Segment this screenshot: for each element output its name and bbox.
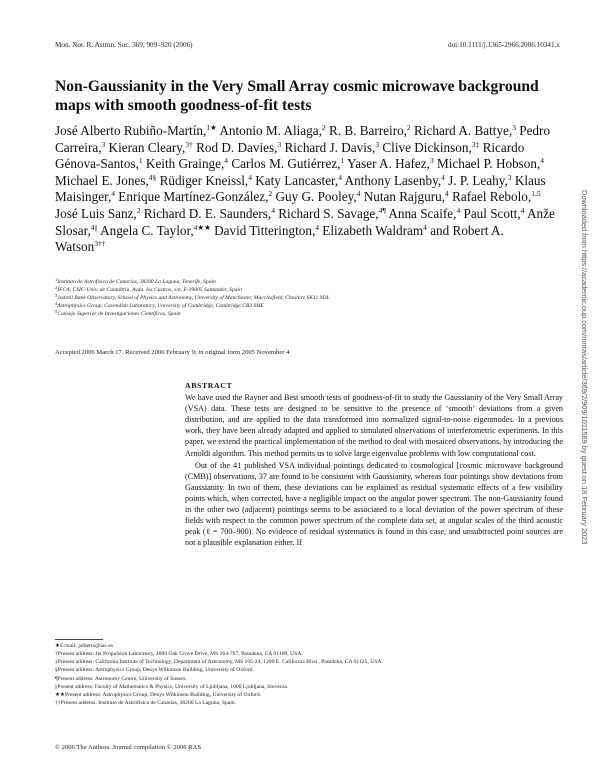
author (388, 206, 460, 221)
author (55, 206, 140, 221)
author-name: Katy Lancaster, (255, 172, 339, 188)
author-name: Richard J. Davis, (284, 139, 376, 155)
author-affiliation-mark: 4 (271, 205, 275, 215)
author (231, 156, 344, 171)
author-affiliation-mark: 4 (520, 205, 525, 215)
author-affiliation-mark: 4 (423, 222, 427, 232)
author-affiliation-mark: 4 (356, 189, 361, 199)
author (329, 123, 411, 138)
author-affiliation-mark: 3‡ (471, 139, 480, 149)
author-name: Paul Scott, (463, 205, 521, 221)
author-affiliation-mark: 4★★ (193, 222, 211, 232)
author-name: David Titterington, (214, 222, 316, 238)
author-affiliation-mark: 3† (185, 139, 193, 149)
author (196, 140, 281, 155)
affiliation-number: 3 (55, 292, 58, 298)
footnote: ★E-mail: jalberto@iac.es (55, 643, 114, 649)
author-affiliation-mark: 4 (456, 205, 461, 215)
affiliation-number: 1 (55, 277, 58, 282)
author-affiliation-mark: 3 (429, 156, 434, 166)
author-name: Anna Scaife, (388, 205, 457, 221)
affiliation-number: 4 (55, 300, 58, 306)
footnote: ★★Present address: Astrophysics Group, Denys Wilkinson Building, University of Oxford. (55, 691, 262, 698)
journal-citation: Mon. Not. R. Astron. Soc. 369, 909–920 (2006) (55, 41, 193, 49)
author-name: Rüdiger Kneissl, (159, 172, 249, 188)
paper-title: Non-Gaussianity in the Very Small Array cosmic microwave background maps with smooth goodness-of-fit tests (55, 78, 539, 114)
author (347, 156, 434, 171)
author (255, 173, 342, 188)
doi[interactable]: doi:10.1111/j.1365-2966.2006.10341.x (447, 41, 560, 49)
author-affiliation-mark: 1 (340, 156, 345, 166)
abstract-heading: ABSTRACT (185, 381, 233, 390)
author (144, 206, 275, 221)
author-affiliation-mark: 4§ (148, 172, 157, 182)
author-affiliation-mark: 3 (512, 123, 516, 132)
footnote-list (55, 642, 575, 707)
author-affiliation-mark: 1★ (206, 123, 217, 132)
author-name: and Robert A. Watson (55, 222, 504, 255)
author-name: Angela C. Taylor, (100, 222, 194, 238)
author-affiliation-mark: 3 (375, 139, 380, 149)
affiliation-number: 5 (55, 308, 58, 314)
author-affiliation-mark: 4 (315, 222, 319, 232)
author-affiliation-mark: 2 (268, 189, 273, 199)
author-affiliation-mark: 3 (101, 139, 106, 149)
abstract-paragraph-2: Out of the 41 published VSA individual pointings dedicated to cosmological [cosmic microwave background (CMB)] observations, 37 are found to be consistent with Gaussianity, whereas four pointings show deviations from Gaussianity. In two of them, these deviations can be explained as residual systematic effects of a few visibility points which, when corrected, have a negligible impact on the angular power spectrum. The non-Gaussianity found in the other two (adjacent) pointings seems to be associated to a local deviation of the power spectrum of these fields with respect to the common power spectrum of the complete data set, at angular scales of the third acoustic peak (ℓ = 700–900). No evidence of residual systematics is found in this case, and unsubtracted point sources are not a plausible explanation either. If (185, 460, 563, 548)
author-affiliation-mark: 4 (441, 172, 445, 182)
author (214, 223, 319, 238)
author-name: Anthony Lasenby, (344, 172, 442, 188)
author (160, 173, 252, 188)
author-name: José Luis Sanz, (55, 205, 137, 221)
author-affiliation-mark: 4 (338, 172, 342, 182)
author-name: Pedro Carreira, (55, 123, 551, 155)
author (219, 123, 325, 138)
author-name: R. B. Barreiro, (328, 123, 407, 138)
author (55, 123, 217, 138)
author (448, 173, 511, 188)
author-affiliation-mark: 4 (224, 156, 229, 166)
author-affiliation-mark: 1 (138, 156, 143, 166)
author-affiliation-mark: 4 (540, 156, 545, 166)
author-name: Keith Grainge, (145, 156, 225, 172)
footnote: §Present address: Astrophysics Group, Denys Wilkinson Building, University of Oxford. (55, 667, 254, 674)
author-name: José Alberto Rubiño-Martín, (55, 123, 207, 138)
author-name: J. P. Leahy, (448, 172, 508, 188)
author (345, 173, 445, 188)
affiliation-text: Consejo Superior de Investigaciones Científicas, Spain (57, 310, 181, 317)
footnote-rule (55, 639, 103, 640)
affiliation (55, 279, 535, 287)
author (414, 123, 516, 138)
affiliation (55, 292, 535, 303)
affiliation-text: Astrophysics Group, Cavendish Laboratory, University of Cambridge, Cambridge CB3 0HE (57, 302, 264, 309)
footnote: †Present address: Jet Propulsion Laboratory, 4800 Oak Grove Drive, MS 264-767, Pasadena, CA 91109, USA. (55, 651, 303, 658)
accepted-dates: Accepted 2006 March 17. Received 2006 February 9; in original form 2005 November 4 (55, 349, 290, 356)
author (452, 189, 540, 204)
author (146, 156, 228, 171)
author-affiliation-mark: 2 (136, 205, 141, 215)
author-name: Enrique Martínez-González, (118, 189, 269, 205)
author-name: Richard S. Savage, (278, 205, 379, 221)
author-affiliation-mark: 4 (111, 189, 115, 199)
author (100, 223, 211, 238)
author-affiliation-mark: 2 (321, 123, 326, 132)
author-name: Nutan Rajguru, (363, 189, 446, 205)
footnote: ††Present address: Instituto de Astrofísica de Canarias, 38200 La Laguna, Spain. (55, 700, 236, 707)
author (364, 189, 449, 204)
affiliation-text: Instituto de Astrofísica de Canarias, 38200 La Laguna, Tenerife, Spain (57, 279, 216, 285)
abstract-paragraph-1: We have used the Rayner and Best smooth tests of goodness-of-fit to study the Gaussianity of the Very Small Array (VSA) data. These tests are designed to be sensitive to the presence of ‘smooth’ deviations from a given distribution, and are applied to the data transformed into normalized signal-to-noise eigenmodes. In a previous work, they have been already adapted and applied to simulated observations of interferometric experiments. In this paper, we extend the practical implementation of the method to deal with mosaiced observations, by introducing the Arnoldi algorithm. This method permits us to solve large eigenvalue problems with low computational cost. (185, 393, 563, 458)
author-list (55, 123, 555, 256)
author-affiliation-mark: 1,5 (531, 189, 541, 199)
affiliation (55, 284, 535, 295)
author-affiliation-mark: 4 (445, 189, 449, 199)
footnote: ||Present address: Faculty of Mathematics & Physics, University of Ljubljana, 1000 Ljubljana, Slovenia. (55, 683, 289, 690)
author-affiliation-mark: 4¶ (378, 205, 386, 215)
author (55, 173, 156, 188)
footnote: ¶Present address: Astronomy Centre, University of Sussex. (55, 675, 188, 682)
author (285, 140, 380, 155)
author-name: Richard A. Battye, (414, 123, 513, 138)
author (463, 206, 524, 221)
author-affiliation-mark: 3 (277, 139, 282, 149)
author-name: Kieran Cleary, (108, 139, 186, 155)
download-watermark: Downloaded from https://academic.oup.com/mnras/article/369/2/909/1011589 by guest on 18 February 2023 (580, 190, 589, 545)
author-name: Anže Slosar, (55, 205, 555, 238)
author-name: Klaus Maisinger, (55, 172, 546, 205)
author-name: Antonio M. Aliaga, (219, 123, 322, 138)
author-name: Ricardo Génova-Santos, (55, 139, 525, 172)
affiliation-number: 2 (55, 284, 58, 290)
affiliation-text: Jodrell Bank Observatory, School of Physics and Astronomy, University of Manchester, Macclesfield, Cheshire SK11 9DL (57, 294, 330, 301)
author-name: Michael P. Hobson, (436, 156, 541, 172)
author-affiliation-mark: 3†† (94, 239, 106, 249)
author-affiliation-mark: 4 (248, 172, 252, 182)
footnote: ‡Present address: California Institute of Technology, Department of Astronomy, MS 105-24, 1200 E. California Blvd., Pasadena, CA 91125, USA. (55, 659, 383, 666)
copyright: © 2006 The Authors. Journal compilation © 2006 RAS (55, 744, 201, 751)
affiliation (55, 300, 535, 311)
author (109, 140, 193, 155)
author-name: Carlos M. Gutiérrez, (231, 156, 341, 172)
author (382, 140, 479, 155)
author-name: Rod D. Davies, (196, 139, 278, 155)
affiliation (55, 308, 535, 319)
affiliation-text: IFCA, CSIC-Univ. de Cantabria, Avda. los Castros, s/n, E-39005 Santander, Spain (57, 286, 242, 293)
author (437, 156, 544, 171)
author-affiliation-mark: 4|| (90, 222, 98, 232)
author-affiliation-mark: 3 (507, 172, 512, 182)
author-name: Elizabeth Waldram (322, 222, 424, 238)
author (275, 189, 360, 204)
author-name: Guy G. Pooley, (275, 189, 357, 205)
author-name: Michael E. Jones, (55, 172, 149, 188)
author-name: Richard D. E. Saunders, (143, 205, 272, 221)
abstract (185, 380, 563, 548)
author-name: Yaser A. Hafez, (347, 156, 430, 172)
affiliation-list (55, 279, 535, 319)
author-affiliation-mark: 2 (406, 123, 411, 132)
author (278, 206, 386, 221)
author-name: Rafael Rebolo, (452, 189, 532, 205)
author (322, 223, 427, 238)
author (118, 189, 272, 204)
author-name: Clive Dickinson, (382, 139, 472, 155)
